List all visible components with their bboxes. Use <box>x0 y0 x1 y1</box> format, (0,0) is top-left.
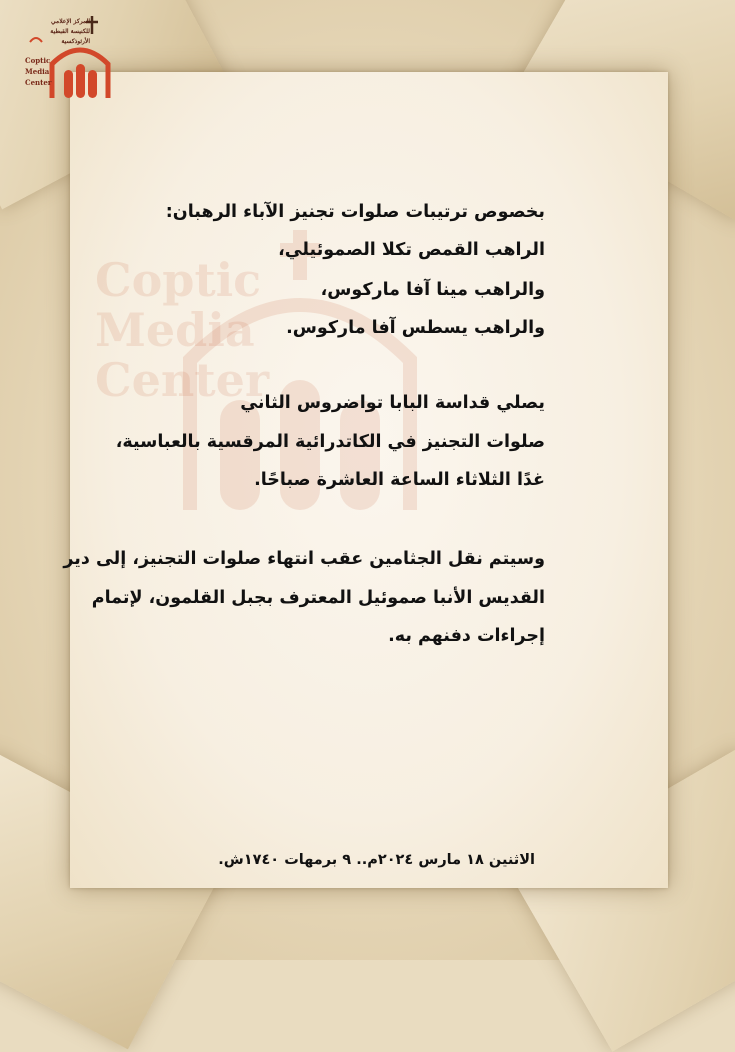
text-line: وسيتم نقل الجثامين عقب انتهاء صلوات التجنيز، إلى دير <box>63 549 545 569</box>
footer-date: الاثنين ١٨ مارس ٢٠٢٤م.. ٩ برمهات ١٧٤٠ش. <box>218 852 535 868</box>
text-line: غدًا الثلاثاء الساعة العاشرة صباحًا. <box>254 470 545 490</box>
logo-arabic-label: المركز الإعلامي للكنيسة القبطية الأرثوذكسية <box>50 18 90 45</box>
logo-line: Center <box>25 78 52 87</box>
logo-line: Media <box>25 67 50 76</box>
text-line: والراهب مينا آفا ماركوس، <box>320 280 545 300</box>
text-line: إجراءات دفنهم به. <box>388 626 545 646</box>
heading-line: بخصوص ترتيبات صلوات تجنيز الآباء الرهبان: <box>165 202 545 222</box>
watermark-line: Center <box>95 353 270 407</box>
watermark-text <box>95 255 269 405</box>
text-line: والراهب يسطس آفا ماركوس. <box>286 318 545 338</box>
text-line: القديس الأنبا صموئيل المعترف بجبل القلمون، لإتمام <box>91 588 545 608</box>
coptic-media-center-logo <box>22 12 114 104</box>
logo-line: Coptic <box>25 56 51 65</box>
watermark-line: Media <box>95 303 255 357</box>
text-line: يصلي قداسة البابا تواضروس الثاني <box>240 393 545 413</box>
text-line: صلوات التجنيز في الكاتدرائية المرقسية بالعباسية، <box>115 432 545 452</box>
text-line: الراهب القمص تكلا الصموئيلي، <box>278 240 545 260</box>
watermark-line: Coptic <box>95 253 262 307</box>
